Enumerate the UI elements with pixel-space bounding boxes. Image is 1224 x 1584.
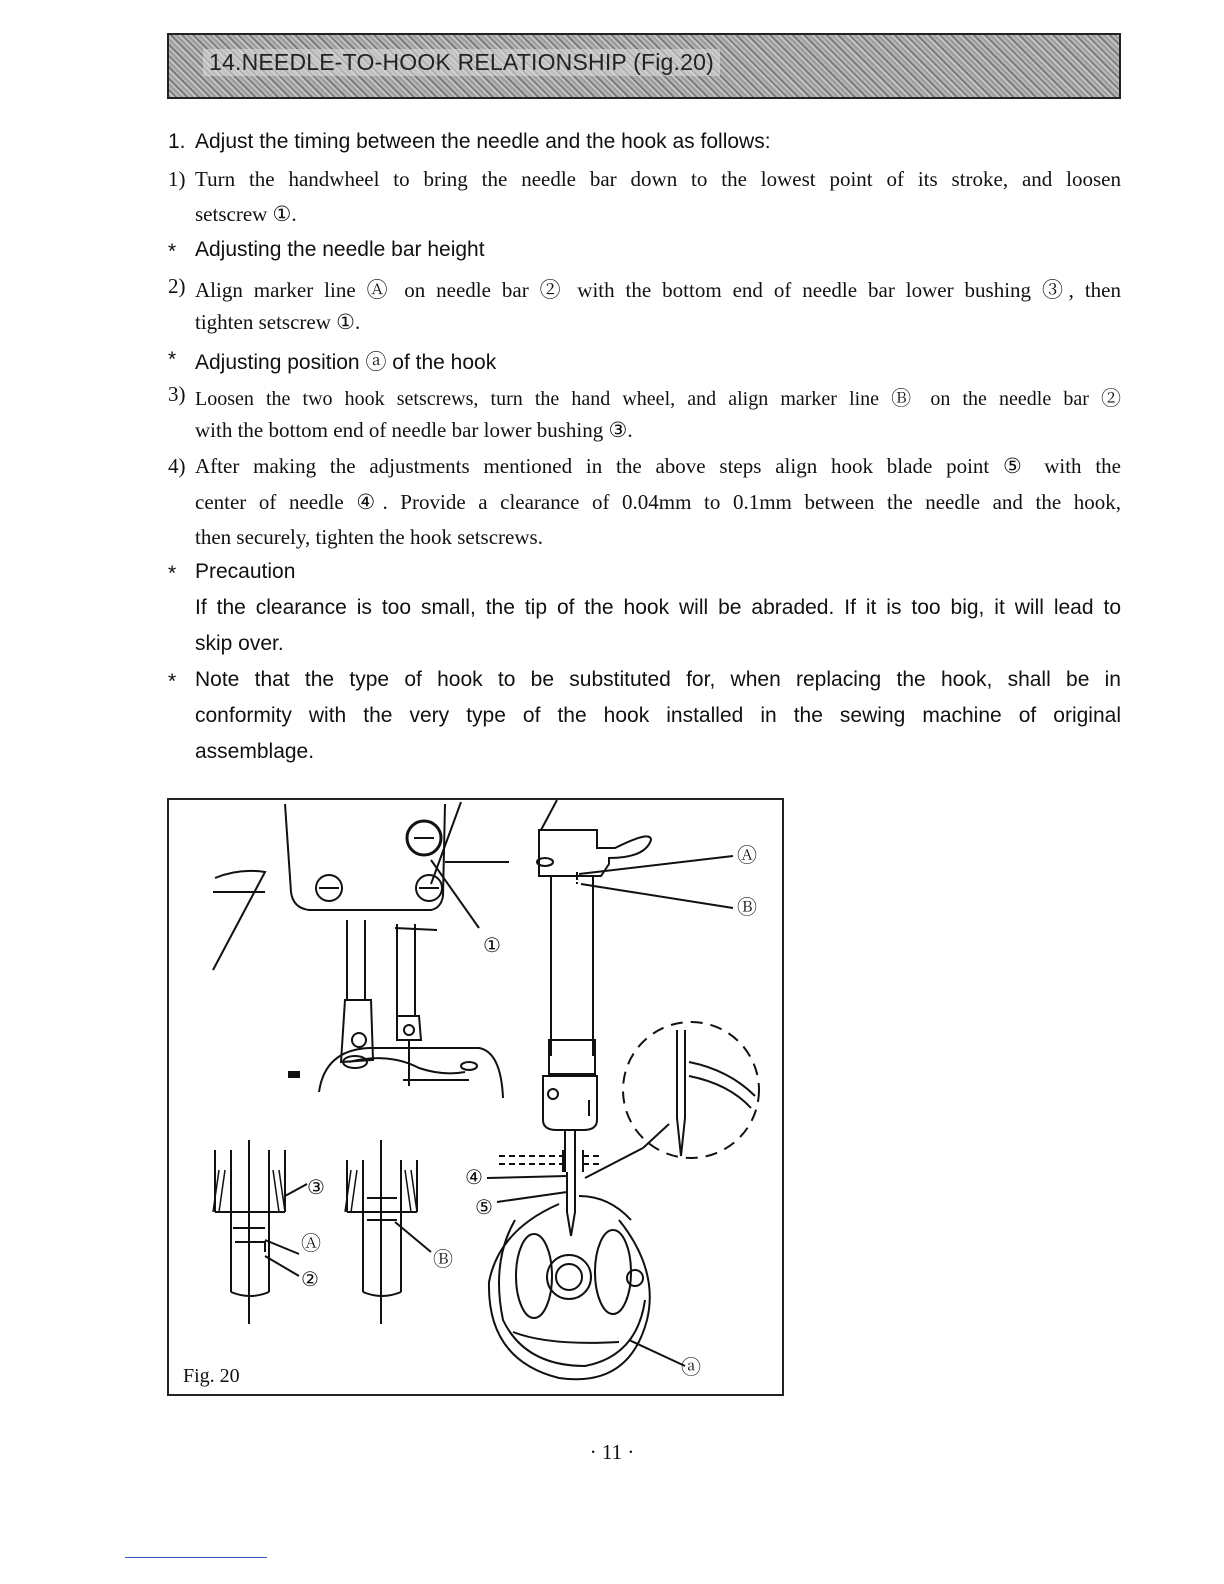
label-5: ⑤ (475, 1195, 493, 1219)
step-number: 1. (168, 130, 186, 153)
item-3-line-1: Loosen the two hook setscrews, turn the hand wheel, and align marker line Ⓑ on the needle bar ② (195, 388, 1121, 410)
needle (567, 1172, 575, 1236)
section-title: 14.NEEDLE-TO-HOOK RELATIONSHIP (Fig.20) (203, 49, 720, 76)
section-header-banner (167, 33, 1121, 99)
note-marker: * (168, 348, 177, 371)
machine-arm-edge (213, 871, 265, 970)
item-3-marker: 3) (168, 382, 186, 406)
item-4-marker: 4) (168, 454, 186, 478)
label-A: Ⓐ (737, 843, 757, 867)
needle-bar (551, 876, 593, 1056)
label-A-detail: Ⓐ (301, 1231, 321, 1255)
label-B: Ⓑ (737, 895, 757, 919)
item-2-line-1: Align marker line Ⓐ on needle bar ② with the bottom end of needle bar lower bushing ③, then (195, 278, 1121, 302)
note-hook-line-1: Note that the type of hook to be substituted for, when replacing the hook, shall be in (195, 668, 1121, 691)
step-1-text: Adjust the timing between the needle and the hook as follows: (195, 130, 771, 153)
label-4: ④ (465, 1165, 483, 1189)
item-4-line-2: center of needle ④. Provide a clearance of 0.04mm to 0.1mm between the needle and the hook, (195, 490, 1121, 514)
item-3-line-2: with the bottom end of needle bar lower bushing ③. (195, 418, 633, 442)
note-marker: * (168, 562, 177, 585)
note-hook-line-3: assemblage. (195, 740, 315, 763)
needle-bar-clamp (539, 830, 651, 876)
note-hook-position: Adjusting position ⓐ of the hook (195, 351, 497, 374)
item-1-marker: 1) (168, 167, 186, 191)
throat-plate (319, 1048, 503, 1098)
precaution-line-1: If the clearance is too small, the tip of the hook will be abraded. If it is too big, it will lead to (195, 596, 1121, 619)
needle-hook-diagram (169, 800, 782, 1394)
label-2: ② (301, 1267, 319, 1291)
item-2-line-2: tighten setscrew ①. (195, 310, 361, 334)
label-3: ③ (307, 1175, 325, 1199)
item-2-marker: 2) (168, 274, 186, 298)
bobbin-center (547, 1255, 591, 1299)
precaution-line-2: skip over. (195, 632, 284, 655)
page-number: · 11 · (589, 1440, 635, 1464)
note-hook-line-2: conformity with the very type of the hook installed in the sewing machine of original (195, 704, 1121, 727)
item-4-line-3: then securely, tighten the hook setscrews. (195, 525, 543, 549)
note-marker: * (168, 240, 177, 263)
label-a: ⓐ (681, 1355, 701, 1379)
label-B-detail: Ⓑ (433, 1247, 453, 1271)
item-4-line-1: After making the adjustments mentioned in the above steps align hook blade point ⑤ with the (195, 454, 1121, 478)
precaution-title: Precaution (195, 560, 296, 583)
magnified-view (623, 1022, 759, 1158)
note-needle-bar-height: Adjusting the needle bar height (195, 238, 485, 261)
note-marker: * (168, 670, 177, 693)
figure-20 (167, 798, 784, 1396)
label-1: ① (483, 933, 501, 957)
footnote-rule (125, 1557, 267, 1558)
item-1-line-2: setscrew ①. (195, 202, 297, 226)
item-1-line-1: Turn the handwheel to bring the needle bar down to the lowest point of its stroke, and loosen (195, 167, 1121, 191)
figure-caption: Fig. 20 (183, 1365, 240, 1387)
